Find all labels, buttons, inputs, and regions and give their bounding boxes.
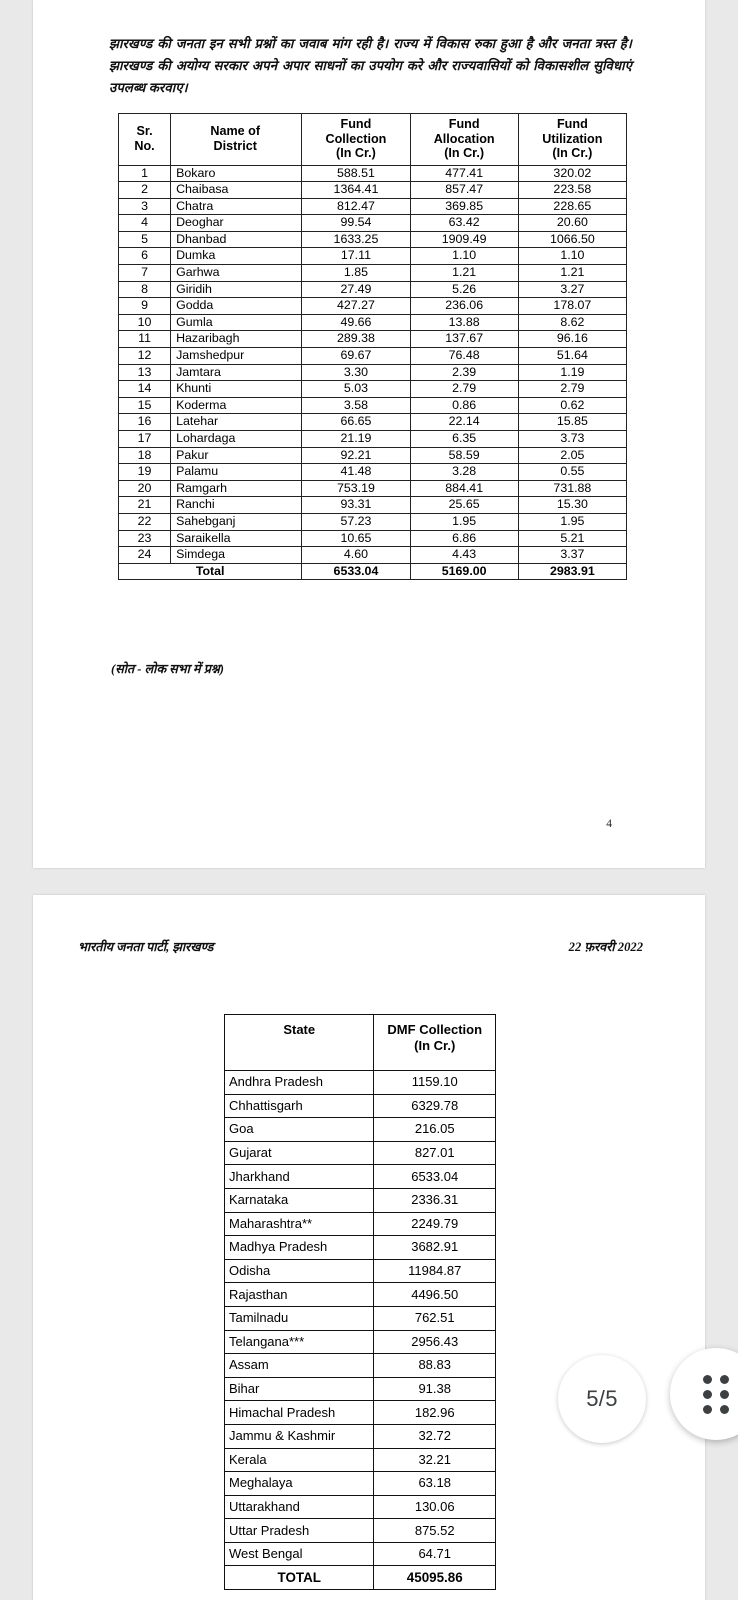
table-cell: 236.06 (410, 298, 518, 315)
page-number: 4 (606, 818, 612, 830)
table-cell: Jamshedpur (171, 348, 302, 365)
table-cell: 1633.25 (302, 231, 410, 248)
table-row (225, 1071, 496, 1095)
column-header-district (171, 114, 302, 166)
table-cell: 1 (119, 165, 171, 182)
table-row (119, 165, 627, 182)
table-row (225, 1401, 496, 1425)
source-note: (सोत - लोक सभा में प्रश्न) (111, 662, 224, 676)
table-cell: Maharashtra** (225, 1212, 374, 1236)
page-header-date: 22 फ़रवरी 2022 (568, 940, 643, 954)
table-cell: Andhra Pradesh (225, 1071, 374, 1095)
table-cell: 49.66 (302, 314, 410, 331)
table-cell: Bokaro (171, 165, 302, 182)
table-cell: 588.51 (302, 165, 410, 182)
table-cell: 216.05 (374, 1118, 496, 1142)
total-label: TOTAL (225, 1566, 374, 1590)
table-cell: Bihar (225, 1377, 374, 1401)
table-cell: 2.39 (410, 364, 518, 381)
table-cell: West Bengal (225, 1542, 374, 1566)
table-cell: Chaibasa (171, 182, 302, 199)
page-header-organization: भारतीय जनता पार्टी, झारखण्ड (78, 940, 214, 954)
total-value: 5169.00 (410, 563, 518, 580)
table-cell: 137.67 (410, 331, 518, 348)
table-cell: 0.55 (518, 464, 626, 481)
table-cell: Odisha (225, 1259, 374, 1283)
table-cell: Lohardaga (171, 431, 302, 448)
document-page-4 (33, 0, 705, 868)
table-cell: Goa (225, 1118, 374, 1142)
table-row (119, 397, 627, 414)
table-cell: 3682.91 (374, 1236, 496, 1260)
table-row (225, 1118, 496, 1142)
table-cell: 827.01 (374, 1141, 496, 1165)
table-row (119, 331, 627, 348)
table-header-row (225, 1015, 496, 1071)
header-line: Fund (448, 117, 480, 131)
table-cell: 96.16 (518, 331, 626, 348)
table-row (119, 480, 627, 497)
table-cell: 857.47 (410, 182, 518, 199)
table-cell: 8 (119, 281, 171, 298)
table-cell: 1364.41 (302, 182, 410, 199)
table-cell: 10.65 (302, 530, 410, 547)
table-cell: 24 (119, 547, 171, 564)
table-cell: 93.31 (302, 497, 410, 514)
table-cell: Gujarat (225, 1141, 374, 1165)
table-cell: 20.60 (518, 215, 626, 232)
column-header-fund-collection (302, 114, 410, 166)
header-line: Utilization (542, 131, 603, 146)
table-cell: 21.19 (302, 431, 410, 448)
header-line: Fund (340, 117, 372, 131)
table-row (119, 348, 627, 365)
table-cell: 7 (119, 265, 171, 282)
table-cell: 63.42 (410, 215, 518, 232)
table-cell: 0.86 (410, 397, 518, 414)
table-cell: Rajasthan (225, 1283, 374, 1307)
header-line: Collection (325, 131, 387, 146)
header-line: Allocation (433, 131, 495, 146)
table-cell: Godda (171, 298, 302, 315)
table-cell: 10 (119, 314, 171, 331)
table-cell: 12 (119, 348, 171, 365)
table-cell: 18 (119, 447, 171, 464)
table-cell: Chhattisgarh (225, 1094, 374, 1118)
table-row (225, 1141, 496, 1165)
table-cell: 4.43 (410, 547, 518, 564)
table-row (119, 248, 627, 265)
table-row (225, 1472, 496, 1496)
table-row (225, 1212, 496, 1236)
table-cell: 25.65 (410, 497, 518, 514)
table-cell: 1066.50 (518, 231, 626, 248)
table-cell: Palamu (171, 464, 302, 481)
table-row (119, 547, 627, 564)
table-total-row (119, 563, 627, 580)
table-cell: 2249.79 (374, 1212, 496, 1236)
total-value: 2983.91 (518, 563, 626, 580)
table-cell: 6329.78 (374, 1094, 496, 1118)
table-cell: Madhya Pradesh (225, 1236, 374, 1260)
table-row (119, 464, 627, 481)
table-cell: 3.27 (518, 281, 626, 298)
table-cell: 9 (119, 298, 171, 315)
header-line: DMF Collection (387, 1022, 483, 1037)
table-row (119, 298, 627, 315)
table-cell: 875.52 (374, 1519, 496, 1543)
table-cell: 5.03 (302, 381, 410, 398)
table-cell: 14 (119, 381, 171, 398)
header-line: No. (134, 138, 155, 153)
table-row (119, 381, 627, 398)
table-cell: 223.58 (518, 182, 626, 199)
table-row (225, 1259, 496, 1283)
table-cell: 69.67 (302, 348, 410, 365)
table-cell: Latehar (171, 414, 302, 431)
table-cell: Chatra (171, 198, 302, 215)
total-value: 45095.86 (374, 1566, 496, 1590)
table-row (225, 1448, 496, 1472)
table-cell: 11984.87 (374, 1259, 496, 1283)
table-cell: 11 (119, 331, 171, 348)
table-cell: 57.23 (302, 513, 410, 530)
table-row (225, 1330, 496, 1354)
table-cell: 6 (119, 248, 171, 265)
table-cell: 1.95 (518, 513, 626, 530)
table-cell: 13.88 (410, 314, 518, 331)
table-cell: 91.38 (374, 1377, 496, 1401)
dmf-collection-table (224, 1014, 496, 1590)
table-cell: 369.85 (410, 198, 518, 215)
table-head (119, 114, 627, 166)
table-cell: 812.47 (302, 198, 410, 215)
table-cell: Karnataka (225, 1188, 374, 1212)
table-cell: 20 (119, 480, 171, 497)
table-cell: 320.02 (518, 165, 626, 182)
table-cell: 15.30 (518, 497, 626, 514)
table-cell: 178.07 (518, 298, 626, 315)
table-cell: Garhwa (171, 265, 302, 282)
table-cell: 19 (119, 464, 171, 481)
table-row (225, 1377, 496, 1401)
table-cell: Saraikella (171, 530, 302, 547)
table-cell: 884.41 (410, 480, 518, 497)
table-cell: 289.38 (302, 331, 410, 348)
table-row (225, 1188, 496, 1212)
table-cell: Hazaribagh (171, 331, 302, 348)
table-row (119, 530, 627, 547)
table-cell: 1.10 (410, 248, 518, 265)
table-row (225, 1094, 496, 1118)
table-row (225, 1542, 496, 1566)
table-cell: Kerala (225, 1448, 374, 1472)
table-cell: 17 (119, 431, 171, 448)
header-line: (In Cr.) (414, 1038, 456, 1053)
table-cell: 731.88 (518, 480, 626, 497)
table-cell: 5 (119, 231, 171, 248)
table-cell: Sahebganj (171, 513, 302, 530)
table-row (119, 215, 627, 232)
table-cell: 4496.50 (374, 1283, 496, 1307)
district-fund-table-wrapper (118, 113, 627, 580)
table-total-row (225, 1566, 496, 1590)
table-cell: 1.85 (302, 265, 410, 282)
table-cell: 16 (119, 414, 171, 431)
table-cell: 4.60 (302, 547, 410, 564)
column-header-fund-utilization (518, 114, 626, 166)
table-cell: 2956.43 (374, 1330, 496, 1354)
table-cell: 23 (119, 530, 171, 547)
table-cell: Koderma (171, 397, 302, 414)
table-header-row (119, 114, 627, 166)
table-cell: 3.73 (518, 431, 626, 448)
table-cell: 3 (119, 198, 171, 215)
table-cell: 6533.04 (374, 1165, 496, 1189)
total-label: Total (119, 563, 302, 580)
table-cell: 99.54 (302, 215, 410, 232)
table-cell: 427.27 (302, 298, 410, 315)
table-body (225, 1071, 496, 1590)
table-cell: Himachal Pradesh (225, 1401, 374, 1425)
table-cell: Khunti (171, 381, 302, 398)
table-body (119, 165, 627, 580)
table-row (225, 1283, 496, 1307)
table-row (119, 447, 627, 464)
table-cell: 6.86 (410, 530, 518, 547)
table-cell: 1.19 (518, 364, 626, 381)
header-line: (In Cr.) (444, 146, 485, 160)
dmf-collection-table-wrapper (224, 1014, 496, 1590)
table-cell: 2 (119, 182, 171, 199)
table-row (119, 364, 627, 381)
table-cell: Simdega (171, 547, 302, 564)
grid-dots-icon (703, 1375, 729, 1414)
table-cell: 58.59 (410, 447, 518, 464)
table-cell: Jammu & Kashmir (225, 1424, 374, 1448)
table-cell: 17.11 (302, 248, 410, 265)
table-cell: Gumla (171, 314, 302, 331)
table-cell: 0.62 (518, 397, 626, 414)
table-cell: 51.64 (518, 348, 626, 365)
table-cell: 1.21 (410, 265, 518, 282)
header-line: State (283, 1022, 316, 1037)
table-row (225, 1519, 496, 1543)
table-cell: 3.30 (302, 364, 410, 381)
table-cell: Pakur (171, 447, 302, 464)
table-row (119, 431, 627, 448)
table-cell: Uttar Pradesh (225, 1519, 374, 1543)
table-cell: 1159.10 (374, 1071, 496, 1095)
table-cell: 1.95 (410, 513, 518, 530)
intro-paragraph: झारखण्ड की जनता इन सभी प्रश्नों का जवाब मांग रही है। राज्य में विकास रुका हुआ है और जनता त्रस्त है। झारखण्ड की अयोग्य सरकार अपने अपार साधनों का उपयोग करे और राज्यवासियों को विकासशील सुविधाएं उपलब्ध करवाए। (109, 36, 632, 95)
table-cell: 88.83 (374, 1354, 496, 1378)
table-cell: 3.28 (410, 464, 518, 481)
table-row (119, 182, 627, 199)
table-row (119, 414, 627, 431)
table-cell: 182.96 (374, 1401, 496, 1425)
header-line: Fund (556, 117, 588, 131)
table-cell: 4 (119, 215, 171, 232)
table-cell: 32.72 (374, 1424, 496, 1448)
table-cell: Ramgarh (171, 480, 302, 497)
table-cell: 21 (119, 497, 171, 514)
table-cell: Dhanbad (171, 231, 302, 248)
table-cell: 27.49 (302, 281, 410, 298)
column-header-dmf-collection (374, 1015, 496, 1071)
column-header-state (225, 1015, 374, 1071)
table-row (225, 1236, 496, 1260)
table-cell: 3.37 (518, 547, 626, 564)
table-cell: Assam (225, 1354, 374, 1378)
table-cell: 2.05 (518, 447, 626, 464)
page-indicator[interactable]: 5/5 (558, 1355, 646, 1443)
table-cell: 1.21 (518, 265, 626, 282)
table-cell: 130.06 (374, 1495, 496, 1519)
table-cell: Uttarakhand (225, 1495, 374, 1519)
table-cell: 1.10 (518, 248, 626, 265)
table-cell: Jamtara (171, 364, 302, 381)
table-cell: 32.21 (374, 1448, 496, 1472)
table-row (225, 1495, 496, 1519)
table-cell: 228.65 (518, 198, 626, 215)
table-cell: Telangana*** (225, 1330, 374, 1354)
table-cell: 2336.31 (374, 1188, 496, 1212)
table-cell: 76.48 (410, 348, 518, 365)
table-row (119, 314, 627, 331)
table-row (225, 1354, 496, 1378)
district-fund-table (118, 113, 627, 580)
table-cell: 15.85 (518, 414, 626, 431)
table-row (225, 1165, 496, 1189)
table-cell: 63.18 (374, 1472, 496, 1496)
table-row (119, 497, 627, 514)
table-cell: 13 (119, 364, 171, 381)
table-cell: 5.26 (410, 281, 518, 298)
table-cell: 15 (119, 397, 171, 414)
table-cell: 92.21 (302, 447, 410, 464)
table-cell: 8.62 (518, 314, 626, 331)
table-cell: 3.58 (302, 397, 410, 414)
table-cell: 477.41 (410, 165, 518, 182)
table-cell: 64.71 (374, 1542, 496, 1566)
header-line: (In Cr.) (336, 146, 376, 160)
table-row (119, 198, 627, 215)
table-row (225, 1424, 496, 1448)
table-cell: 2.79 (410, 381, 518, 398)
header-line: (In Cr.) (552, 146, 593, 160)
table-cell: 762.51 (374, 1306, 496, 1330)
total-value: 6533.04 (302, 563, 410, 580)
header-line: Sr. (136, 124, 153, 139)
table-head (225, 1015, 496, 1071)
table-row (119, 513, 627, 530)
table-cell: Ranchi (171, 497, 302, 514)
table-cell: Giridih (171, 281, 302, 298)
table-cell: Meghalaya (225, 1472, 374, 1496)
table-cell: 5.21 (518, 530, 626, 547)
table-cell: 22 (119, 513, 171, 530)
table-cell: Deoghar (171, 215, 302, 232)
table-cell: 6.35 (410, 431, 518, 448)
table-cell: 41.48 (302, 464, 410, 481)
table-row (119, 281, 627, 298)
header-line: District (213, 138, 257, 153)
column-header-sr-no (119, 114, 171, 166)
table-cell: 1909.49 (410, 231, 518, 248)
table-cell: 22.14 (410, 414, 518, 431)
table-cell: Dumka (171, 248, 302, 265)
header-line: Name of (210, 124, 261, 139)
table-row (119, 265, 627, 282)
table-row (119, 231, 627, 248)
table-cell: 66.65 (302, 414, 410, 431)
table-cell: 2.79 (518, 381, 626, 398)
table-cell: 753.19 (302, 480, 410, 497)
column-header-fund-allocation (410, 114, 518, 166)
table-row (225, 1306, 496, 1330)
table-cell: Jharkhand (225, 1165, 374, 1189)
table-cell: Tamilnadu (225, 1306, 374, 1330)
